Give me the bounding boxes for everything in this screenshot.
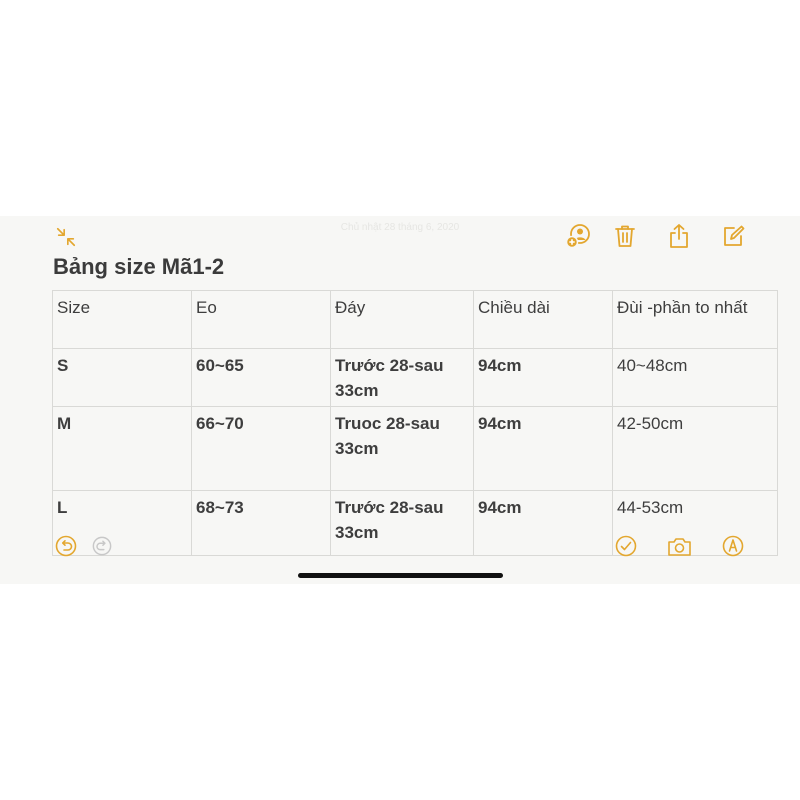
note-title[interactable]: Bảng size Mã1-2 <box>53 254 225 279</box>
table-row <box>53 349 778 407</box>
table-cell[interactable]: Trước 28-sau 33cm <box>331 349 474 407</box>
table-cell[interactable]: 42-50cm <box>613 407 778 491</box>
header-crotch[interactable]: Đáy <box>331 291 474 349</box>
undo-icon[interactable] <box>55 535 77 557</box>
collapse-icon[interactable] <box>55 226 77 248</box>
notes-window <box>0 216 800 584</box>
compose-icon[interactable] <box>722 224 746 248</box>
checklist-icon[interactable] <box>615 535 637 557</box>
table-cell[interactable]: Truoc 28-sau 33cm <box>331 407 474 491</box>
camera-icon[interactable] <box>667 536 692 557</box>
table-cell[interactable]: L <box>53 491 192 556</box>
table-cell[interactable]: 60~65 <box>192 349 331 407</box>
header-waist[interactable]: Eo <box>192 291 331 349</box>
redo-icon[interactable] <box>92 536 112 556</box>
table-header-row <box>53 291 778 349</box>
header-thigh[interactable]: Đùi -phần to nhất <box>613 291 778 349</box>
header-size[interactable]: Size <box>53 291 192 349</box>
home-indicator[interactable] <box>298 573 503 578</box>
add-person-icon[interactable] <box>565 223 591 249</box>
table-cell[interactable]: M <box>53 407 192 491</box>
share-icon[interactable] <box>668 223 690 249</box>
table-cell[interactable]: Trước 28-sau 33cm <box>331 491 474 556</box>
header-length[interactable]: Chiều dài <box>474 291 613 349</box>
table-cell[interactable]: 68~73 <box>192 491 331 556</box>
table-cell[interactable]: 44-53cm <box>613 491 778 556</box>
table-row <box>53 407 778 491</box>
table-cell[interactable]: 40~48cm <box>613 349 778 407</box>
size-table-container[interactable] <box>52 290 750 542</box>
table-cell[interactable]: 94cm <box>474 491 613 556</box>
trash-icon[interactable] <box>614 224 636 248</box>
markup-icon[interactable] <box>722 535 744 557</box>
table-cell[interactable]: 94cm <box>474 407 613 491</box>
table-cell[interactable]: S <box>53 349 192 407</box>
table-cell[interactable]: 66~70 <box>192 407 331 491</box>
note-date-header: Chủ nhật 28 tháng 6, 2020 <box>340 222 460 233</box>
size-table[interactable] <box>52 290 778 556</box>
table-cell[interactable]: 94cm <box>474 349 613 407</box>
